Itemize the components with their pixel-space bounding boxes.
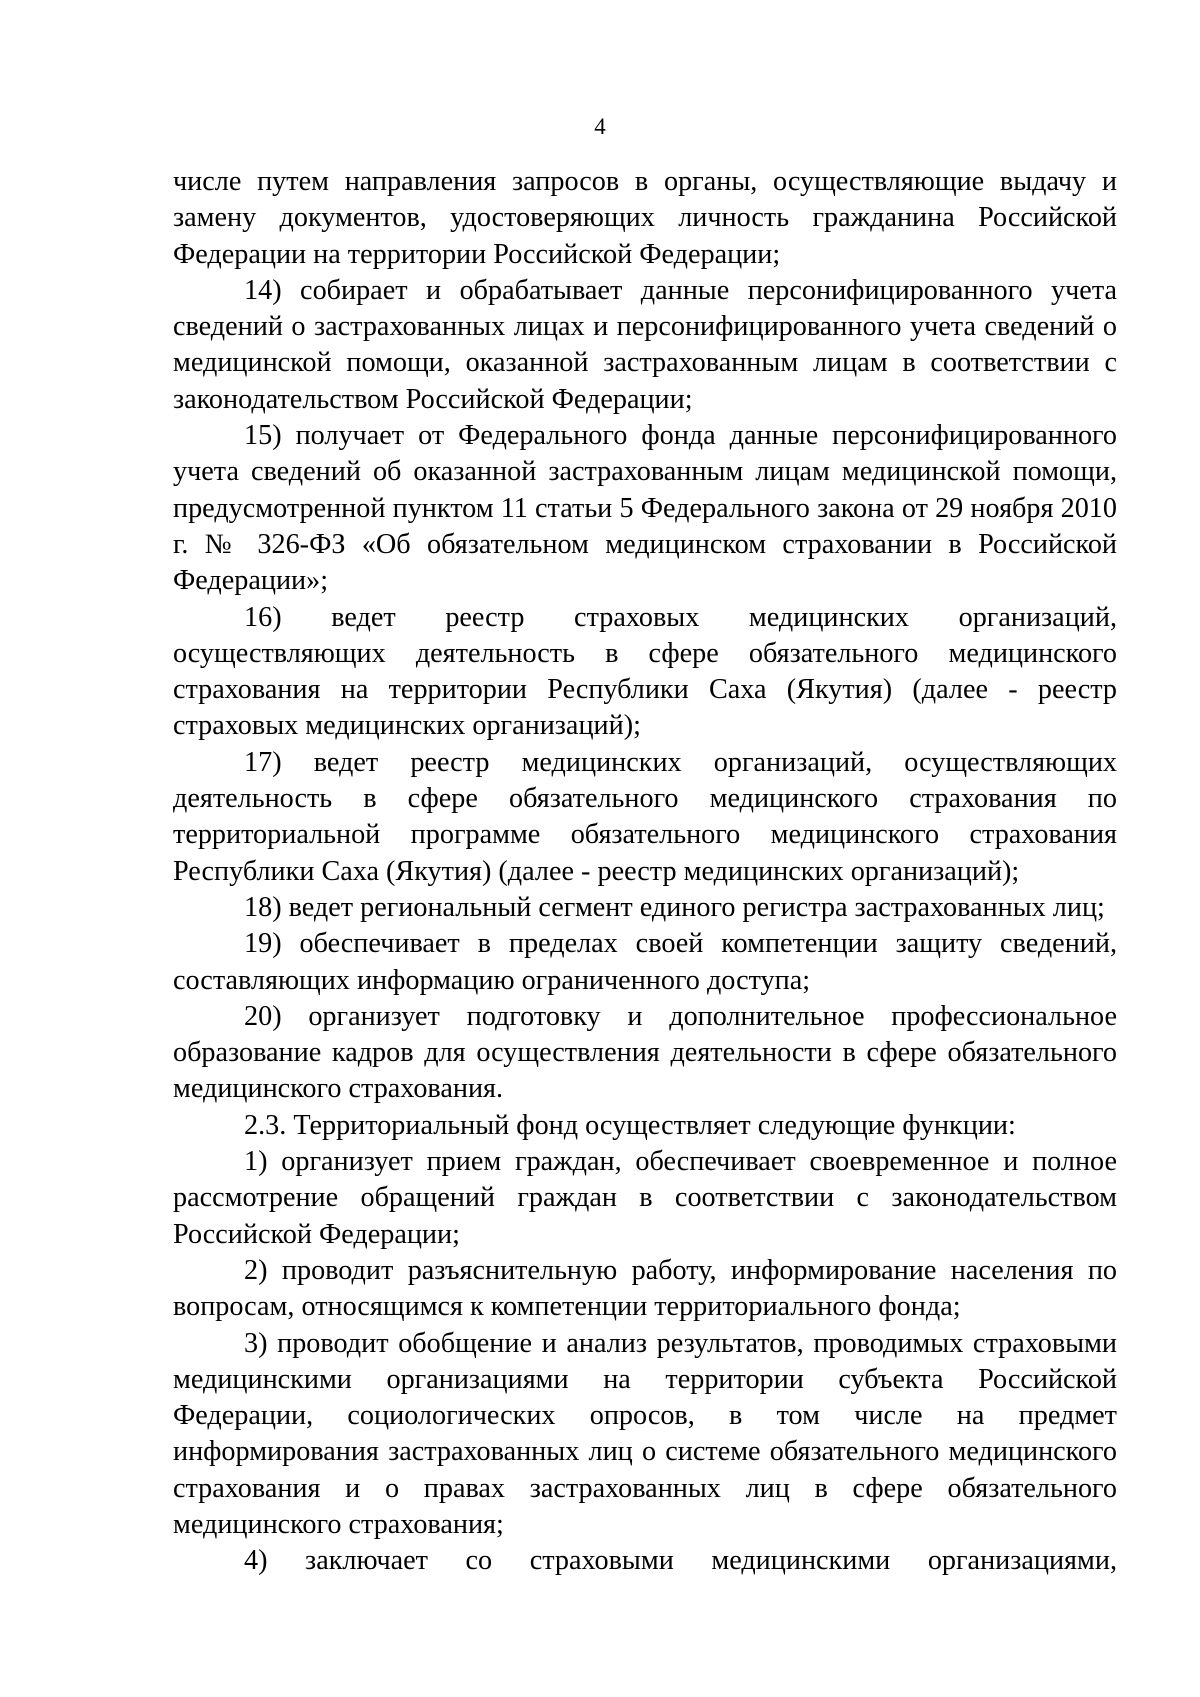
paragraph-function-1: 1) организует прием граждан, обеспечивает своевременное и полное рассмотрение обращений граждан в соответствии с законодательством Российской Федерации; — [173, 1146, 1117, 1250]
paragraph-item-20: 20) организует подготовку и дополнительное профессиональное образование кадров для осуществления деятельности в сфере обязательного медицинского страхования. — [173, 1000, 1117, 1105]
page-number: 4 — [594, 114, 606, 139]
paragraph-item-15: 15) получает от Федерального фонда данные персонифицированного учета сведений об оказанной застрахованным лицам медицинской помощи, предусмотренной пунктом 11 статьи 5 Федерального закона от 29 ноября 2010 г. № 326-ФЗ «Об обязательном медицинском страховании в Российской Федерации»; — [173, 420, 1117, 597]
paragraph-item-16: 16) ведет реестр страховых медицинских организаций, осуществляющих деятельность в сфере обязательного медицинского страхования на территории Республики Саха (Якутия) (далее - реестр страховых медицинских организаций); — [173, 601, 1117, 742]
document-body — [173, 164, 1117, 1580]
section-heading-2-3: 2.3. Территориальный фонд осуществляет следующие функции: — [244, 1109, 1016, 1141]
paragraph-item-18: 18) ведет региональный сегмент единого регистра застрахованных лиц; — [244, 891, 1105, 923]
paragraph-item-14: 14) собирает и обрабатывает данные персонифицированного учета сведений о застрахованных лицах и персонифицированного учета сведений о медицинской помощи, оказанной застрахованным лицам в соответствии с законодательством Российской Федерации; — [173, 274, 1117, 415]
paragraph-function-2: 2) проводит разъяснительную работу, информирование населения по вопросам, относящимся к компетенции территориального фонда; — [173, 1254, 1117, 1323]
paragraph-function-3: 3) проводит обобщение и анализ результатов, проводимых страховыми медицинскими организациями на территории субъекта Российской Федерации, социологических опросов, в том числе на предмет информирования застрахованных лиц о системе обязательного медицинского страхования и о правах застрахованных лиц в сфере обязательного медицинского страхования; — [173, 1327, 1117, 1540]
paragraph-continuation: числе путем направления запросов в органы, осуществляющие выдачу и замену документов, удостоверяющих личность гражданина Российской Федерации на территории Российской Федерации; — [173, 166, 1117, 270]
paragraph-item-17: 17) ведет реестр медицинских организаций, осуществляющих деятельность в сфере обязательного медицинского страхования по территориальной программе обязательного медицинского страхования Республики Саха (Якутия) (далее - реестр медицинских организаций); — [173, 746, 1117, 887]
paragraph-item-19: 19) обеспечивает в пределах своей компетенции защиту сведений, составляющих информацию ограниченного доступа; — [173, 928, 1117, 996]
paragraph-function-4: 4) заключает со страховыми медицинскими организациями, — [244, 1545, 1117, 1577]
